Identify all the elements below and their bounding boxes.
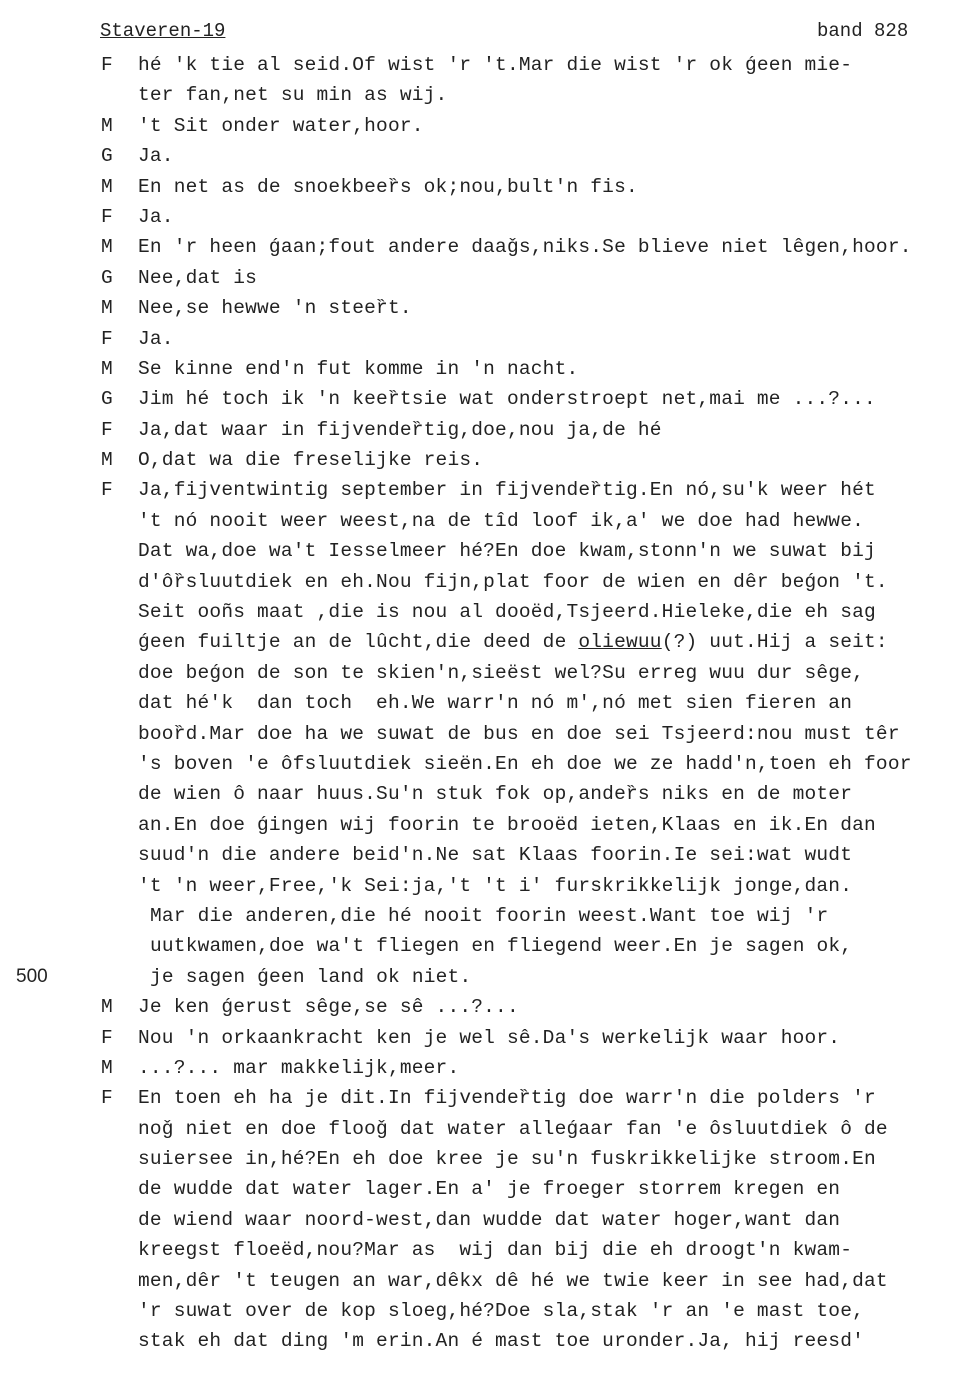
speaker-label: F (101, 327, 113, 350)
line-text: noǧ niet en doe flooǧ dat water alleǵaar fan 'e ôsluutdiek ô de (138, 1117, 888, 1140)
transcript-line (0, 1023, 973, 1053)
transcript-line (0, 354, 973, 384)
line-text: Nee,dat is (138, 266, 258, 289)
speaker-label: F (101, 1087, 113, 1110)
line-text: O,dat wa die freselijke reis. (138, 449, 484, 472)
transcript-line (0, 384, 973, 414)
line-text: an.En doe ǵingen wij foorin te brooëd ieten,Klaas en ik.En dan (138, 813, 876, 836)
transcript-line (0, 1205, 973, 1235)
transcript-line (0, 719, 973, 749)
transcript-line (0, 840, 973, 870)
transcript-line (0, 506, 973, 536)
line-text: dat hé'k dan toch eh.We warr'n nó m',nó met sien fieren an (138, 692, 853, 715)
line-text: ǵeen fuiltje an de lûcht,die deed de oliewuu(?) uut.Hij a seit: (138, 631, 888, 654)
speaker-label: M (101, 297, 113, 320)
line-text: je sagen ǵeen land ok niet. (150, 965, 472, 988)
transcript-line (0, 810, 973, 840)
transcript-line (0, 627, 973, 657)
transcript-line (0, 202, 973, 232)
line-text: Ja. (138, 205, 174, 228)
line-text: stak eh dat ding 'm erin.An é mast toe uronder.Ja, hij reesd' (138, 1330, 865, 1353)
line-text: Seit ooñs maat ,die is nou al dooëd,Tsjeerd.Hieleke,die eh sag (138, 601, 876, 624)
transcript-line (0, 962, 973, 992)
line-text: ...?... mar makkelijk,meer. (138, 1056, 460, 1079)
line-text: Ja. (138, 145, 174, 168)
transcript-line (0, 1235, 973, 1265)
speaker-label: M (101, 236, 113, 259)
transcript-line (0, 1266, 973, 1296)
transcript-line (0, 1296, 973, 1326)
line-text: kreegst floeëd,nou?Mar as wij dan bij die eh droogt'n kwam- (138, 1239, 853, 1262)
line-text: Je ken ǵerust sêge,se sê ...?... (138, 996, 519, 1019)
speaker-label: F (101, 205, 113, 228)
margin-line-number: 500 (16, 966, 48, 987)
line-text: 't nó nooit weer weest,na de tîd loof ik,a' we doe had hewwe. (138, 509, 865, 532)
transcript-line (0, 172, 973, 202)
transcript-line (0, 80, 973, 110)
transcript-line (0, 415, 973, 445)
speaker-label: M (101, 449, 113, 472)
band-number: band 828 (817, 20, 909, 42)
transcript-line (0, 779, 973, 809)
transcript-body (0, 50, 973, 1357)
line-text: Ja. (138, 327, 174, 350)
transcript-line (0, 232, 973, 262)
line-text: de wiend waar noord-west,dan wudde dat water hoger,want dan (138, 1208, 841, 1231)
line-text: En 'r heen ǵaan;fout andere daaǧs,niks.Se blieve niet lêgen,hoor. (138, 236, 912, 259)
transcript-line (0, 567, 973, 597)
line-text: hé 'k tie al seid.Of wist 'r 't.Mar die wist 'r ok ǵeen mie- (138, 54, 853, 76)
transcript-line (0, 324, 973, 354)
transcript-line (0, 658, 973, 688)
transcript-line (0, 1083, 973, 1113)
document-title: Staveren-19 (100, 20, 226, 42)
line-text: doe beǵon de son te skien'n,sieëst wel?Su erreg wuu dur sêge, (138, 661, 865, 684)
transcript-line (0, 1053, 973, 1083)
line-text: En toen eh ha je dit.In fijvendeȑtig doe warr'n die polders 'r (138, 1087, 876, 1110)
speaker-label: G (101, 145, 113, 168)
line-text: booȑd.Mar doe ha we suwat de bus en doe sei Tsjeerd:nou must têr (138, 722, 900, 745)
line-text: 't 'n weer,Free,'k Sei:ja,'t 't i' furskrikkelijk jonge,dan. (138, 874, 853, 897)
speaker-label: G (101, 266, 113, 289)
transcript-line (0, 749, 973, 779)
transcript-line (0, 688, 973, 718)
line-text: suud'n die andere beid'n.Ne sat Klaas foorin.Ie sei:wat wudt (138, 844, 853, 867)
line-text: 't Sit onder water,hoor. (138, 114, 424, 137)
transcript-line (0, 263, 973, 293)
line-text: ter fan,net su min as wij. (138, 84, 448, 107)
line-text: men,dêr 't teugen an war,dêkx dê hé we twie keer in see had,dat (138, 1269, 888, 1292)
line-text: d'ôȑsluutdiek en eh.Nou fijn,plat foor de wien en dêr beǵon 't. (138, 570, 888, 593)
line-text: Ja,fijventwintig september in fijvendeȑtig.En nó,su'k weer hét (138, 479, 876, 502)
transcript-line (0, 1144, 973, 1174)
speaker-label: M (101, 175, 113, 198)
speaker-label: M (101, 357, 113, 380)
transcript-line (0, 111, 973, 141)
line-text: de wien ô naar huus.Su'n stuk fok op,andeȑs niks en de moter (138, 783, 853, 806)
transcript-line (0, 931, 973, 961)
line-text: En net as de snoekbeeȑs ok;nou,bult'n fis. (138, 175, 638, 198)
transcript-line (0, 141, 973, 171)
speaker-label: F (101, 418, 113, 441)
transcript-line (0, 50, 973, 80)
line-text: Se kinne end'n fut komme in 'n nacht. (138, 357, 579, 380)
transcript-line (0, 536, 973, 566)
transcript-line (0, 475, 973, 505)
transcript-line (0, 1114, 973, 1144)
transcript-line (0, 901, 973, 931)
line-text: Mar die anderen,die hé nooit foorin weest.Want toe wij 'r (150, 904, 829, 927)
speaker-label: F (101, 1026, 113, 1049)
speaker-label: G (101, 388, 113, 411)
line-text: Nou 'n orkaankracht ken je wel sê.Da's werkelijk waar hoor. (138, 1026, 841, 1049)
line-text: 's boven 'e ôfsluutdiek sieën.En eh doe we ze hadd'n,toen eh foor (138, 752, 912, 775)
transcript-line (0, 597, 973, 627)
transcript-line (0, 293, 973, 323)
transcript-line (0, 1326, 973, 1356)
line-text: de wudde dat water lager.En a' je froeger storrem kregen en (138, 1178, 841, 1201)
speaker-label: F (101, 479, 113, 502)
line-text: 'r suwat over de kop sloeg,hé?Doe sla,stak 'r an 'e mast toe, (138, 1300, 865, 1323)
speaker-label: M (101, 996, 113, 1019)
transcript-line (0, 445, 973, 475)
line-text: Ja,dat waar in fijvendeȑtig,doe,nou ja,de hé (138, 418, 662, 441)
line-text: Nee,se hewwe 'n steeȑt. (138, 297, 412, 320)
speaker-label: F (101, 54, 113, 76)
transcript-line (0, 871, 973, 901)
speaker-label: M (101, 114, 113, 137)
line-text: suiersee in,hé?En eh doe kree je su'n fuskrikkelijke stroom.En (138, 1148, 876, 1171)
line-text: Dat wa,doe wa't Iesselmeer hé?En doe kwam,stonn'n we suwat bij (138, 540, 876, 563)
speaker-label: M (101, 1056, 113, 1079)
transcript-line (0, 992, 973, 1022)
transcript-line (0, 1174, 973, 1204)
line-text: Jim hé toch ik 'n keeȑtsie wat onderstroept net,mai me ...?... (138, 388, 876, 411)
line-text: uutkwamen,doe wa't fliegen en fliegend weer.En je sagen ok, (150, 935, 853, 958)
